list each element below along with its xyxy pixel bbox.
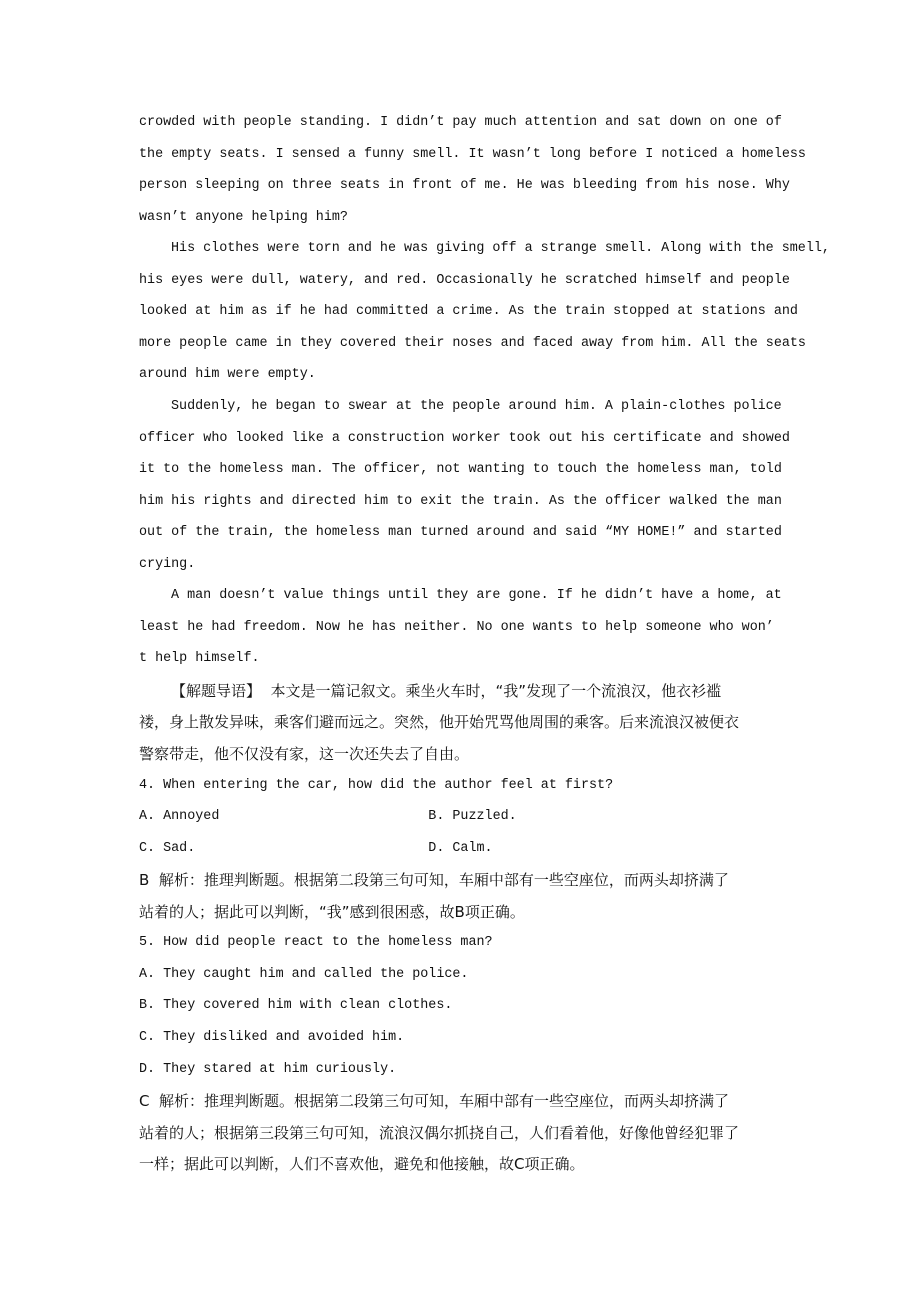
answer-line: 站着的人；据此可以判断，“我”感到很困惑，故B项正确。: [139, 902, 525, 921]
answer-line: C 解析：推理判断题。根据第二段第三句可知，车厢中部有一些空座位，而两头却挤满了: [139, 1092, 730, 1111]
passage-line: his eyes were dull, watery, and red. Occasionally he scratched himself and people: [139, 272, 790, 288]
passage-line: looked at him as if he had committed a crime. As the train stopped at stations and: [139, 304, 798, 320]
option-line: A. Annoyed B. Puzzled.: [139, 809, 517, 825]
question-line: 5. How did people react to the homeless man?: [139, 935, 493, 951]
passage-line: out of the train, the homeless man turned around and said “MY HOME!” and started: [139, 525, 782, 541]
passage-line: it to the homeless man. The officer, not wanting to touch the homeless man, told: [139, 462, 782, 478]
passage-line: around him were empty.: [139, 367, 316, 383]
guide-line: 褛，身上散发异味，乘客们避而远之。突然，他开始咒骂他周围的乘客。后来流浪汉被便衣: [139, 713, 740, 732]
passage-line: Suddenly, he began to swear at the people around him. A plain-clothes police: [171, 398, 782, 414]
passage-line: His clothes were torn and he was giving off a strange smell. Along with the smell,: [171, 241, 830, 257]
passage-line: him his rights and directed him to exit the train. As the officer walked the man: [139, 493, 782, 509]
option-line: A. They caught him and called the police.: [139, 966, 469, 982]
answer-line: B 解析：推理判断题。根据第二段第三句可知，车厢中部有一些空座位，而两头却挤满了: [139, 871, 729, 890]
passage-line: A man doesn’t value things until they are gone. If he didn’t have a home, at: [171, 588, 782, 604]
answer-line: 站着的人；根据第三段第三句可知，流浪汉偶尔抓挠自己，人们看着他，好像他曾经犯罪了: [139, 1123, 740, 1142]
passage-line: crying.: [139, 556, 196, 572]
guide-line: 【解题导语】 本文是一篇记叙文。乘坐火车时，“我”发现了一个流浪汉，他衣衫褴: [171, 681, 722, 700]
passage-line: person sleeping on three seats in front of me. He was bleeding from his nose. Why: [139, 178, 790, 194]
guide-line: 警察带走，他不仅没有家，这一次还失去了自由。: [139, 745, 470, 763]
option-line: D. They stared at him curiously.: [139, 1061, 397, 1077]
passage-line: crowded with people standing. I didn’t pay much attention and sat down on one of: [139, 115, 782, 130]
option-line: C. They disliked and avoided him.: [139, 1029, 405, 1045]
answer-line: 一样；据此可以判断，人们不喜欢他，避免和他接触，故C项正确。: [139, 1155, 585, 1174]
option-line: B. They covered him with clean clothes.: [139, 998, 453, 1014]
passage-line: more people came in they covered their noses and faced away from him. All the seats: [139, 335, 806, 351]
question-line: 4. When entering the car, how did the author feel at first?: [139, 777, 614, 793]
passage-line: wasn’t anyone helping him?: [139, 209, 348, 225]
passage-line: t help himself.: [139, 651, 260, 667]
passage-line: least he had freedom. Now he has neither. No one wants to help someone who won’: [139, 619, 774, 635]
option-line: C. Sad. D. Calm.: [139, 840, 493, 856]
passage-line: officer who looked like a construction worker took out his certificate and showed: [139, 430, 790, 446]
passage-line: the empty seats. I sensed a funny smell. It wasn’t long before I noticed a homeless: [139, 146, 806, 162]
